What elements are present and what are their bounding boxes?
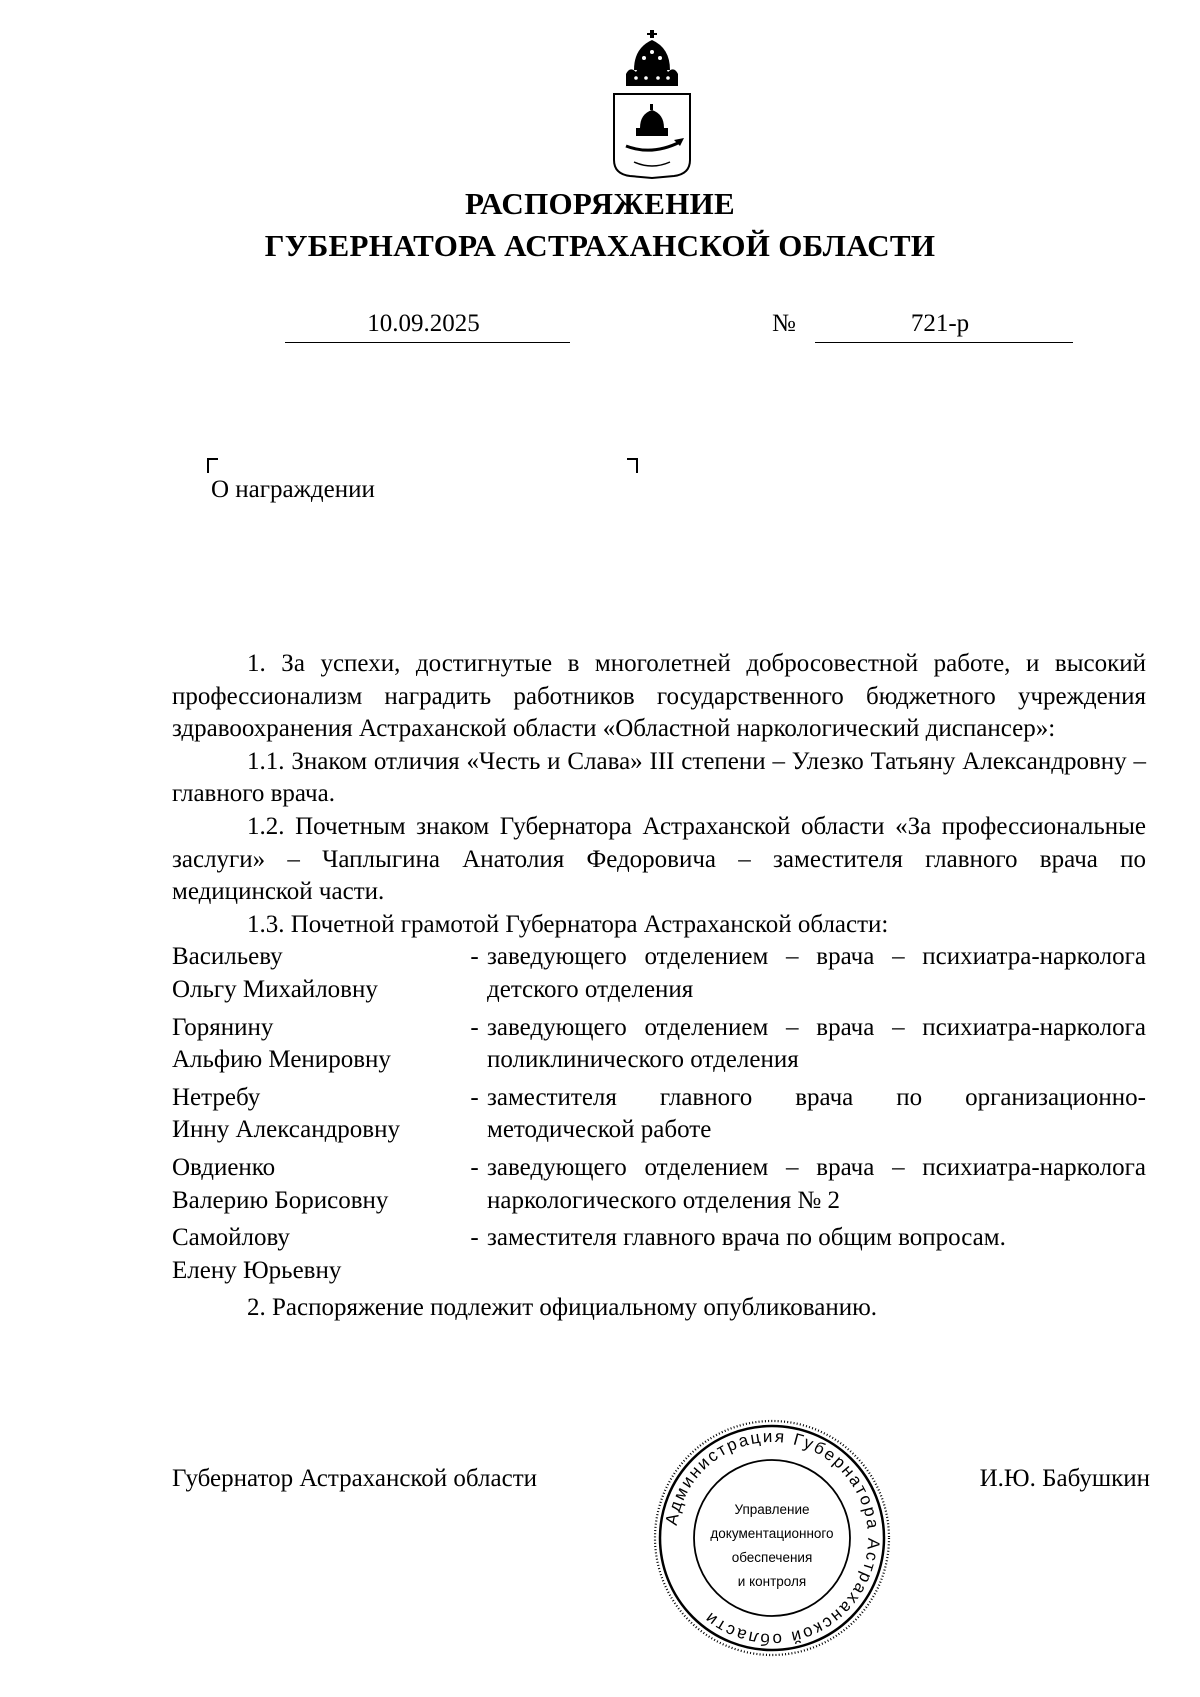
awardee-name bbox=[172, 1222, 462, 1287]
subject-bracket-left bbox=[207, 458, 218, 473]
document-title: РАСПОРЯЖЕНИЕ bbox=[464, 186, 736, 221]
awardee-position: заместителя главного врача по организационно-методической работе bbox=[487, 1083, 1146, 1144]
awardee-given-names: Елену Юрьевну bbox=[172, 1256, 342, 1284]
awardee-given-names: Инну Александровну bbox=[172, 1116, 400, 1144]
awardee-row bbox=[172, 1012, 1146, 1077]
awardee-surname: Васильеву bbox=[172, 943, 283, 971]
awardee-row bbox=[172, 1082, 1146, 1147]
awardee-row bbox=[172, 1222, 1146, 1287]
stamp-inner-line4: и контроля bbox=[737, 1574, 807, 1589]
awardee-surname: Нетребу bbox=[172, 1083, 261, 1111]
awardee-position: заместителя главного врача по общим вопросам. bbox=[487, 1224, 1006, 1252]
awardee-dash: - bbox=[470, 1224, 479, 1252]
awardee-dash: - bbox=[470, 1083, 479, 1111]
stamp-inner-line2: документационного bbox=[710, 1526, 834, 1541]
awardee-name bbox=[172, 1152, 462, 1217]
awardee-given-names: Валерию Борисовну bbox=[172, 1186, 389, 1214]
awardee-given-names: Альфию Менировну bbox=[172, 1046, 391, 1074]
date-value: 10.09.2025 bbox=[367, 310, 480, 337]
awardee-position: заведующего отделением – врача – психиатра-нарколога поликлинического отделения bbox=[487, 1013, 1146, 1074]
awardee-surname: Овдиенко bbox=[172, 1153, 276, 1181]
awardee-dash: - bbox=[470, 1013, 479, 1041]
document-date bbox=[285, 310, 570, 343]
paragraph-1-2: 1.2. Почетным знаком Губернатора Астраханской области «За профессиональные заслуги» – Чаплыгина Анатолия Федоровича – заместителя главного врача по медицинской части. bbox=[172, 812, 1146, 906]
awardee-name bbox=[172, 1082, 462, 1147]
document-number bbox=[815, 310, 1073, 343]
awardee-position: заведующего отделением – врача – психиатра-нарколога наркологического отделения № 2 bbox=[487, 1153, 1146, 1214]
document-body bbox=[172, 648, 1146, 1325]
awardee-name bbox=[172, 1012, 462, 1077]
signatory-title: Губернатор Астраханской области bbox=[172, 1465, 538, 1492]
number-value: 721-р bbox=[910, 310, 970, 337]
awardee-position: заведующего отделением – врача – психиатра-нарколога детского отделения bbox=[487, 943, 1146, 1003]
paragraph-1-1: 1.1. Знаком отличия «Честь и Слава» III степени – Улезко Татьяну Александровну – главного врача. bbox=[172, 747, 1146, 808]
awardee-row bbox=[172, 1152, 1146, 1217]
awardee-surname: Горянину bbox=[172, 1013, 274, 1041]
paragraph-2: 2. Распоряжение подлежит официальному опубликованию. bbox=[247, 1294, 878, 1322]
stamp-inner-line1: Управление bbox=[734, 1502, 810, 1517]
number-sign: № bbox=[772, 310, 796, 337]
paragraph-1-3: 1.3. Почетной грамотой Губернатора Астраханской области: bbox=[247, 910, 889, 938]
stamp-ring-text: Администрация Губернатора Астраханской области bbox=[661, 1426, 884, 1650]
awardee-dash: - bbox=[470, 943, 479, 971]
coat-of-arms-emblem bbox=[604, 28, 700, 180]
awardee-dash: - bbox=[470, 1153, 479, 1181]
document-subtitle: ГУБЕРНАТОРА АСТРАХАНСКОЙ ОБЛАСТИ bbox=[264, 228, 936, 263]
subject-bracket-right bbox=[627, 458, 638, 473]
awardee-surname: Самойлову bbox=[172, 1224, 290, 1252]
paragraph-1: 1. За успехи, достигнутые в многолетней добросовестной работе, и высокий профессионализм наградить работников государственного бюджетного учреждения здравоохранения Астраханской области «Областной наркологический диспансер»: bbox=[172, 650, 1146, 743]
awardee-given-names: Ольгу Михайловну bbox=[172, 975, 378, 1003]
awardee-row bbox=[172, 941, 1146, 1006]
stamp-inner-line3: обеспечения bbox=[731, 1550, 813, 1565]
awardee-list bbox=[172, 941, 1146, 1287]
signatory-name: И.Ю. Бабушкин bbox=[979, 1465, 1150, 1492]
official-stamp bbox=[652, 1418, 892, 1658]
document-subject: О награждении bbox=[211, 476, 375, 503]
awardee-name bbox=[172, 941, 462, 1006]
